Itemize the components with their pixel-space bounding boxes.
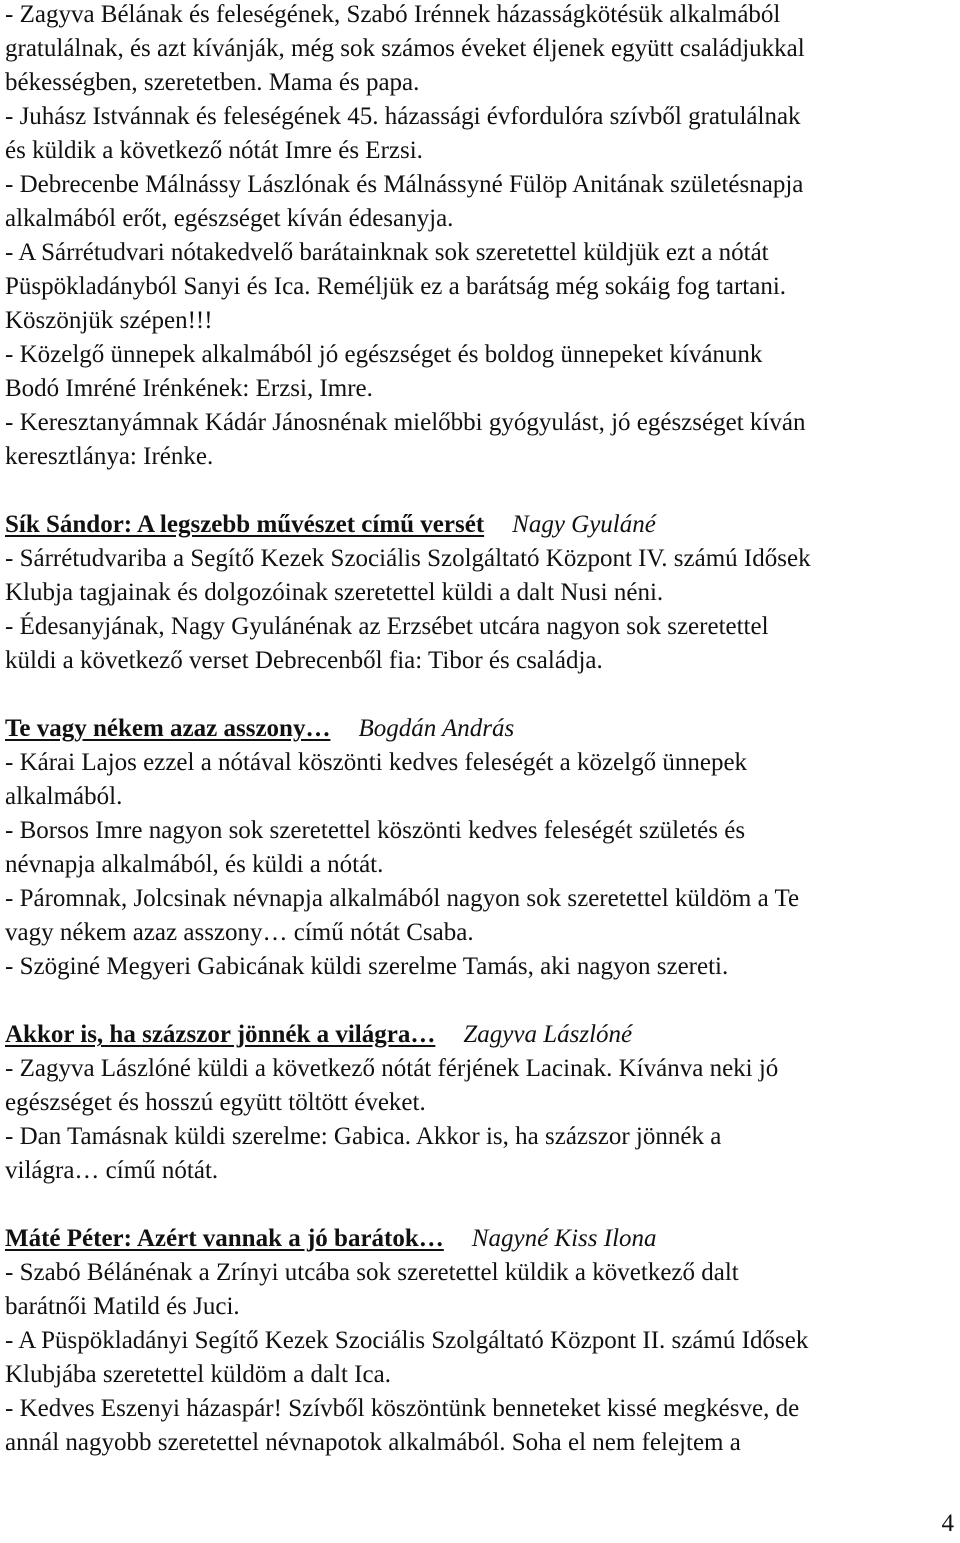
song-title: Akkor is, ha százszor jönnék a világra… bbox=[5, 1021, 436, 1048]
song-requester: Nagy Gyuláné bbox=[512, 511, 656, 538]
text-line: - Dan Tamásnak küldi szerelme: Gabica. Akkor is, ha százszor jönnék a bbox=[5, 1123, 722, 1150]
text-line: Klubja tagjainak és dolgozóinak szeretettel küldi a dalt Nusi néni. bbox=[5, 579, 664, 606]
text-line: - A Sárrétudvari nótakedvelő barátainknak sok szeretettel küldjük ezt a nótát bbox=[5, 239, 769, 266]
text-line: alkalmából. bbox=[5, 783, 123, 810]
song-section bbox=[5, 508, 955, 678]
song-heading bbox=[5, 1222, 955, 1256]
section-spacer bbox=[5, 474, 955, 508]
song-heading bbox=[5, 508, 955, 542]
song-requester: Nagyné Kiss Ilona bbox=[471, 1225, 657, 1252]
text-line: - Édesanyjának, Nagy Gyulánénak az Erzsébet utcára nagyon sok szeretettel bbox=[5, 613, 769, 640]
text-line: - Zagyva Bélának és feleségének, Szabó Irénnek házasságkötésük alkalmából bbox=[5, 1, 781, 28]
text-line: gratulálnak, és azt kívánják, még sok számos éveket éljenek együtt családjukkal bbox=[5, 35, 805, 62]
text-line: egészséget és hosszú együtt töltött éveket. bbox=[5, 1089, 426, 1116]
text-line: névnapja alkalmából, és küldi a nótát. bbox=[5, 851, 384, 878]
text-line: alkalmából erőt, egészséget kíván édesanyja. bbox=[5, 205, 454, 232]
song-section bbox=[5, 712, 955, 984]
text-line: és küldik a következő nótát Imre és Erzsi. bbox=[5, 137, 423, 164]
song-section bbox=[5, 1222, 955, 1460]
song-requester: Bogdán András bbox=[358, 715, 515, 742]
section-spacer bbox=[5, 1188, 955, 1222]
song-requester: Zagyva Lászlóné bbox=[463, 1021, 633, 1048]
song-section bbox=[5, 1018, 955, 1188]
song-heading bbox=[5, 1018, 955, 1052]
text-line: - Debrecenbe Málnássy Lászlónak és Málnássyné Fülöp Anitának születésnapja bbox=[5, 171, 804, 198]
song-title: Te vagy nékem azaz asszony… bbox=[5, 715, 331, 742]
text-line: - Kedves Eszenyi házaspár! Szívből köszöntünk benneteket kissé megkésve, de bbox=[5, 1395, 800, 1422]
text-line: békességben, szeretetben. Mama és papa. bbox=[5, 69, 420, 96]
text-line: - Közelgő ünnepek alkalmából jó egészséget és boldog ünnepeket kívánunk bbox=[5, 341, 763, 368]
text-line: - Páromnak, Jolcsinak névnapja alkalmából nagyon sok szeretettel küldöm a Te bbox=[5, 885, 800, 912]
document-page bbox=[5, 0, 955, 1460]
text-line: annál nagyobb szeretettel névnapotok alkalmából. Soha el nem felejtem a bbox=[5, 1429, 741, 1456]
text-line: - Szabó Bélánénak a Zrínyi utcába sok szeretettel küldik a következő dalt bbox=[5, 1259, 739, 1286]
song-heading bbox=[5, 712, 955, 746]
text-line: - A Püspökladányi Segítő Kezek Szociális Szolgáltató Központ II. számú Idősek bbox=[5, 1327, 809, 1354]
text-line: - Szöginé Megyeri Gabicának küldi szerelme Tamás, aki nagyon szereti. bbox=[5, 953, 729, 980]
page-number: 4 bbox=[941, 1510, 954, 1537]
intro-dedications bbox=[5, 0, 955, 474]
text-line: Bodó Imréné Irénkének: Erzsi, Imre. bbox=[5, 375, 373, 402]
section-spacer bbox=[5, 678, 955, 712]
text-line: világra… című nótát. bbox=[5, 1157, 219, 1184]
text-line: - Juhász Istvánnak és feleségének 45. házassági évfordulóra szívből gratulálnak bbox=[5, 103, 801, 130]
text-line: - Sárrétudvariba a Segítő Kezek Szociális Szolgáltató Központ IV. számú Idősek bbox=[5, 545, 811, 572]
text-line: - Keresztanyámnak Kádár Jánosnénak mielőbbi gyógyulást, jó egészséget kíván bbox=[5, 409, 806, 436]
text-line: keresztlánya: Irénke. bbox=[5, 443, 214, 470]
text-line: vagy nékem azaz asszony… című nótát Csaba. bbox=[5, 919, 474, 946]
text-line: - Borsos Imre nagyon sok szeretettel köszönti kedves feleségét születés és bbox=[5, 817, 746, 844]
text-line: - Kárai Lajos ezzel a nótával köszönti kedves feleségét a közelgő ünnepek bbox=[5, 749, 748, 776]
song-title: Máté Péter: Azért vannak a jó barátok… bbox=[5, 1225, 444, 1252]
text-line: Köszönjük szépen!!! bbox=[5, 307, 213, 334]
text-line: barátnői Matild és Juci. bbox=[5, 1293, 240, 1320]
section-spacer bbox=[5, 984, 955, 1018]
text-line: Klubjába szeretettel küldöm a dalt Ica. bbox=[5, 1361, 391, 1388]
song-title: Sík Sándor: A legszebb művészet című versét bbox=[5, 511, 485, 538]
text-line: - Zagyva Lászlóné küldi a következő nótát férjének Lacinak. Kívánva neki jó bbox=[5, 1055, 779, 1082]
text-line: küldi a következő verset Debrecenből fia: Tibor és családja. bbox=[5, 647, 603, 674]
text-line: Püspökladányból Sanyi és Ica. Reméljük ez a barátság még sokáig fog tartani. bbox=[5, 273, 787, 300]
